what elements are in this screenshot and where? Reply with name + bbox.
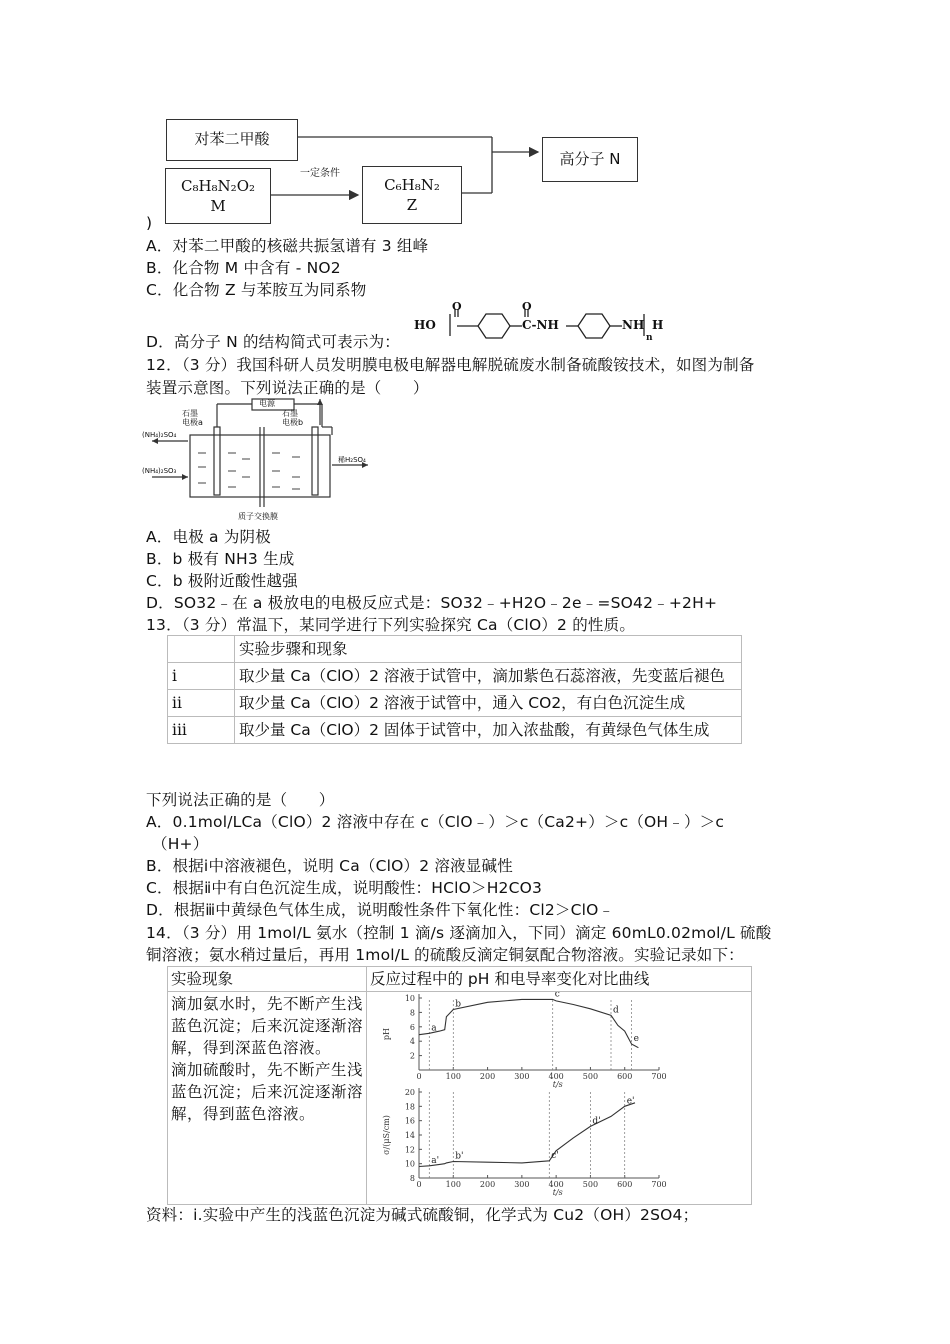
y-tick-label: 4: [409, 1037, 415, 1047]
inlet-ammonium-sulfite: (NH₄)₂SO₃: [142, 467, 177, 475]
polymer-n-label: 高分子 N: [559, 150, 621, 168]
x-tick-label: 0: [416, 1180, 422, 1189]
terephthalic-acid-label: 对苯二甲酸: [194, 130, 270, 148]
x-tick-label: 200: [479, 1072, 496, 1081]
q11-option-b: B．化合物 M 中含有 ‑ NO2: [146, 259, 341, 277]
row-id: iii: [168, 717, 235, 744]
x-tick-label: 700: [651, 1180, 667, 1189]
struct-h: H: [652, 318, 664, 332]
y-tick-label: 8: [409, 1008, 415, 1018]
y-tick-label: 16: [404, 1116, 415, 1126]
y-tick-label: 12: [404, 1145, 415, 1155]
chart-cell: [367, 992, 752, 1205]
point-label: e': [626, 1096, 635, 1107]
compound-z-label: Z: [406, 196, 418, 214]
phenomenon-text: 滴加氨水时，先不断产生浅蓝色沉淀；后来沉淀逐渐溶解，得到深蓝色溶液。 滴加硫酸时，先不断产生浅蓝色沉淀；后来沉淀逐渐溶解，得到蓝色溶液。: [168, 992, 367, 1205]
x-tick-label: 100: [445, 1072, 461, 1081]
proton-membrane-label: 质子交换膜: [238, 512, 278, 521]
q13-stem: 13．（3 分）常温下，某同学进行下列实验探究 Ca（ClO）2 的性质。: [146, 616, 636, 634]
struct-o1: O: [452, 300, 462, 313]
row-text: 取少量 Ca（ClO）2 溶液于试管中，通入 CO2，有白色沉淀生成: [235, 690, 742, 717]
point-label: a: [431, 1023, 437, 1034]
q11-option-c: C．化合物 Z 与苯胺互为同系物: [146, 281, 367, 299]
table-row: [168, 992, 752, 1205]
outlet-ammonium-sulfate: (NH₄)₂SO₄: [142, 431, 177, 439]
table-row: [168, 690, 742, 717]
table-header: 实验步骤和现象: [235, 636, 742, 663]
reaction-arrows: [0, 0, 950, 240]
y-tick-label: 8: [409, 1174, 415, 1183]
y-tick-label: 18: [404, 1102, 415, 1112]
q12-option-d: D．SO32﹣在 a 极放电的电极反应式是：SO32﹣+H2O﹣2e﹣=SO42﹣+2H+: [146, 594, 718, 612]
x-tick-label: 400: [548, 1072, 564, 1081]
struct-nh: NH: [622, 318, 645, 332]
table-row: [168, 663, 742, 690]
q14-table: [167, 966, 752, 1205]
y-tick-label: 2: [409, 1051, 415, 1061]
point-label: c: [554, 992, 560, 1000]
electrode-b-label: 石墨 电极b: [282, 409, 304, 427]
compound-z-formula: C₆H₈N₂: [384, 176, 440, 194]
y-axis-label: σ/(μS/cm): [382, 1115, 391, 1155]
diagram-paren-close: ): [146, 214, 153, 232]
y-tick-label: 6: [409, 1022, 415, 1032]
q12-stem-line2: 装置示意图。下列说法正确的是（ ）: [146, 379, 429, 397]
x-tick-label: 700: [651, 1072, 667, 1081]
compound-m-label: M: [210, 197, 226, 215]
q11-option-d: D．高分子 N 的结构简式可表示为：: [146, 333, 400, 351]
struct-ho: HO: [414, 318, 436, 332]
x-axis-label: t/s: [552, 1080, 563, 1089]
col-header-phenomenon: 实验现象: [168, 967, 367, 992]
polymer-structure: [410, 300, 670, 348]
x-tick-label: 300: [514, 1072, 530, 1081]
point-label: b: [455, 999, 462, 1010]
q12-option-a: A．电极 a 为阴极: [146, 528, 271, 546]
x-tick-label: 600: [617, 1072, 633, 1081]
point-label: b': [455, 1151, 464, 1162]
ph-conductivity-charts: [367, 992, 677, 1198]
row-id: i: [168, 663, 235, 690]
y-tick-label: 10: [404, 1159, 415, 1169]
q12-option-b: B．b 极有 NH3 生成: [146, 550, 295, 568]
row-text: 取少量 Ca（ClO）2 固体于试管中，加入浓盐酸，有黄绿色气体生成: [235, 717, 742, 744]
series-line: [419, 1103, 635, 1167]
point-label: c': [551, 1150, 559, 1161]
q11-option-a: A．对苯二甲酸的核磁共振氢谱有 3 组峰: [146, 237, 429, 255]
x-tick-label: 200: [479, 1180, 496, 1189]
y-tick-label: 10: [404, 994, 415, 1003]
inlet-dilute-sulfuric: 稀H₂SO₄: [338, 456, 366, 464]
q13-option-c: C．根据ⅱ中有白色沉淀生成，说明酸性：HClO＞H2CO3: [146, 879, 543, 897]
x-tick-label: 300: [514, 1180, 530, 1189]
compound-m-formula: C₈H₈N₂O₂: [180, 177, 256, 195]
row-id: ii: [168, 690, 235, 717]
point-label: d': [592, 1116, 601, 1127]
x-tick-label: 500: [582, 1180, 599, 1189]
arrow-condition-label: 一定条件: [300, 168, 340, 179]
x-tick-label: 600: [617, 1180, 633, 1189]
x-tick-label: 400: [548, 1180, 564, 1189]
q14-stem-line2: 铜溶液；氨水稍过量后，再用 1mol/L 的硫酸反滴定铜氨配合物溶液。实验记录如下：: [146, 946, 744, 964]
electrolyzer-figure: [142, 397, 372, 523]
col-header-curves: 反应过程中的 pH 和电导率变化对比曲线: [367, 967, 752, 992]
q12-option-c: C．b 极附近酸性越强: [146, 572, 298, 590]
power-supply-label: 电源: [259, 399, 275, 408]
point-label: e: [633, 1034, 639, 1045]
x-tick-label: 0: [416, 1072, 422, 1081]
electrode-a-label: 石墨 电极a: [182, 409, 203, 427]
y-tick-label: 20: [404, 1088, 415, 1097]
q13-option-a-line1: A．0.1mol/LCa（ClO）2 溶液中存在 c（ClO﹣）＞c（Ca2+）＞c（OH﹣）＞c: [146, 813, 725, 831]
y-axis-label: pH: [382, 1027, 391, 1041]
q14-stem-line1: 14．（3 分）用 1mol/L 氨水（控制 1 滴/s 逐滴加入，下同）滴定 60mL0.02mol/L 硫酸: [146, 924, 772, 942]
table-header-row: [168, 967, 752, 992]
q14-footnote: 资料：ⅰ.实验中产生的浅蓝色沉淀为碱式硫酸铜，化学式为 Cu2（OH）2SO4；: [146, 1206, 699, 1224]
row-text: 取少量 Ca（ClO）2 溶液于试管中，滴加紫色石蕊溶液，先变蓝后褪色: [235, 663, 742, 690]
q13-option-a-line2: （H+）: [152, 835, 209, 853]
q13-question: 下列说法正确的是（ ）: [146, 791, 335, 809]
struct-o2: O: [522, 300, 532, 313]
q13-option-d: D．根据ⅲ中黄绿色气体生成，说明酸性条件下氧化性：Cl2＞ClO﹣: [146, 901, 615, 919]
point-label: a': [431, 1155, 440, 1166]
x-tick-label: 500: [582, 1072, 599, 1081]
struct-n: n: [646, 333, 653, 343]
x-tick-label: 100: [445, 1180, 461, 1189]
q13-table: [167, 635, 742, 744]
point-label: d: [613, 1005, 619, 1016]
q13-option-b: B．根据ⅰ中溶液褪色，说明 Ca（ClO）2 溶液显碱性: [146, 857, 513, 875]
table-header-row: [168, 636, 742, 663]
x-axis-label: t/s: [552, 1188, 563, 1197]
y-tick-label: 14: [404, 1131, 415, 1140]
series-line: [419, 999, 638, 1047]
q12-stem-line1: 12．（3 分）我国科研人员发明膜电极电解器电解脱硫废水制备硫酸铵技术，如图为制备: [146, 356, 755, 374]
table-row: [168, 717, 742, 744]
struct-c-nh: C‑NH: [522, 318, 559, 332]
